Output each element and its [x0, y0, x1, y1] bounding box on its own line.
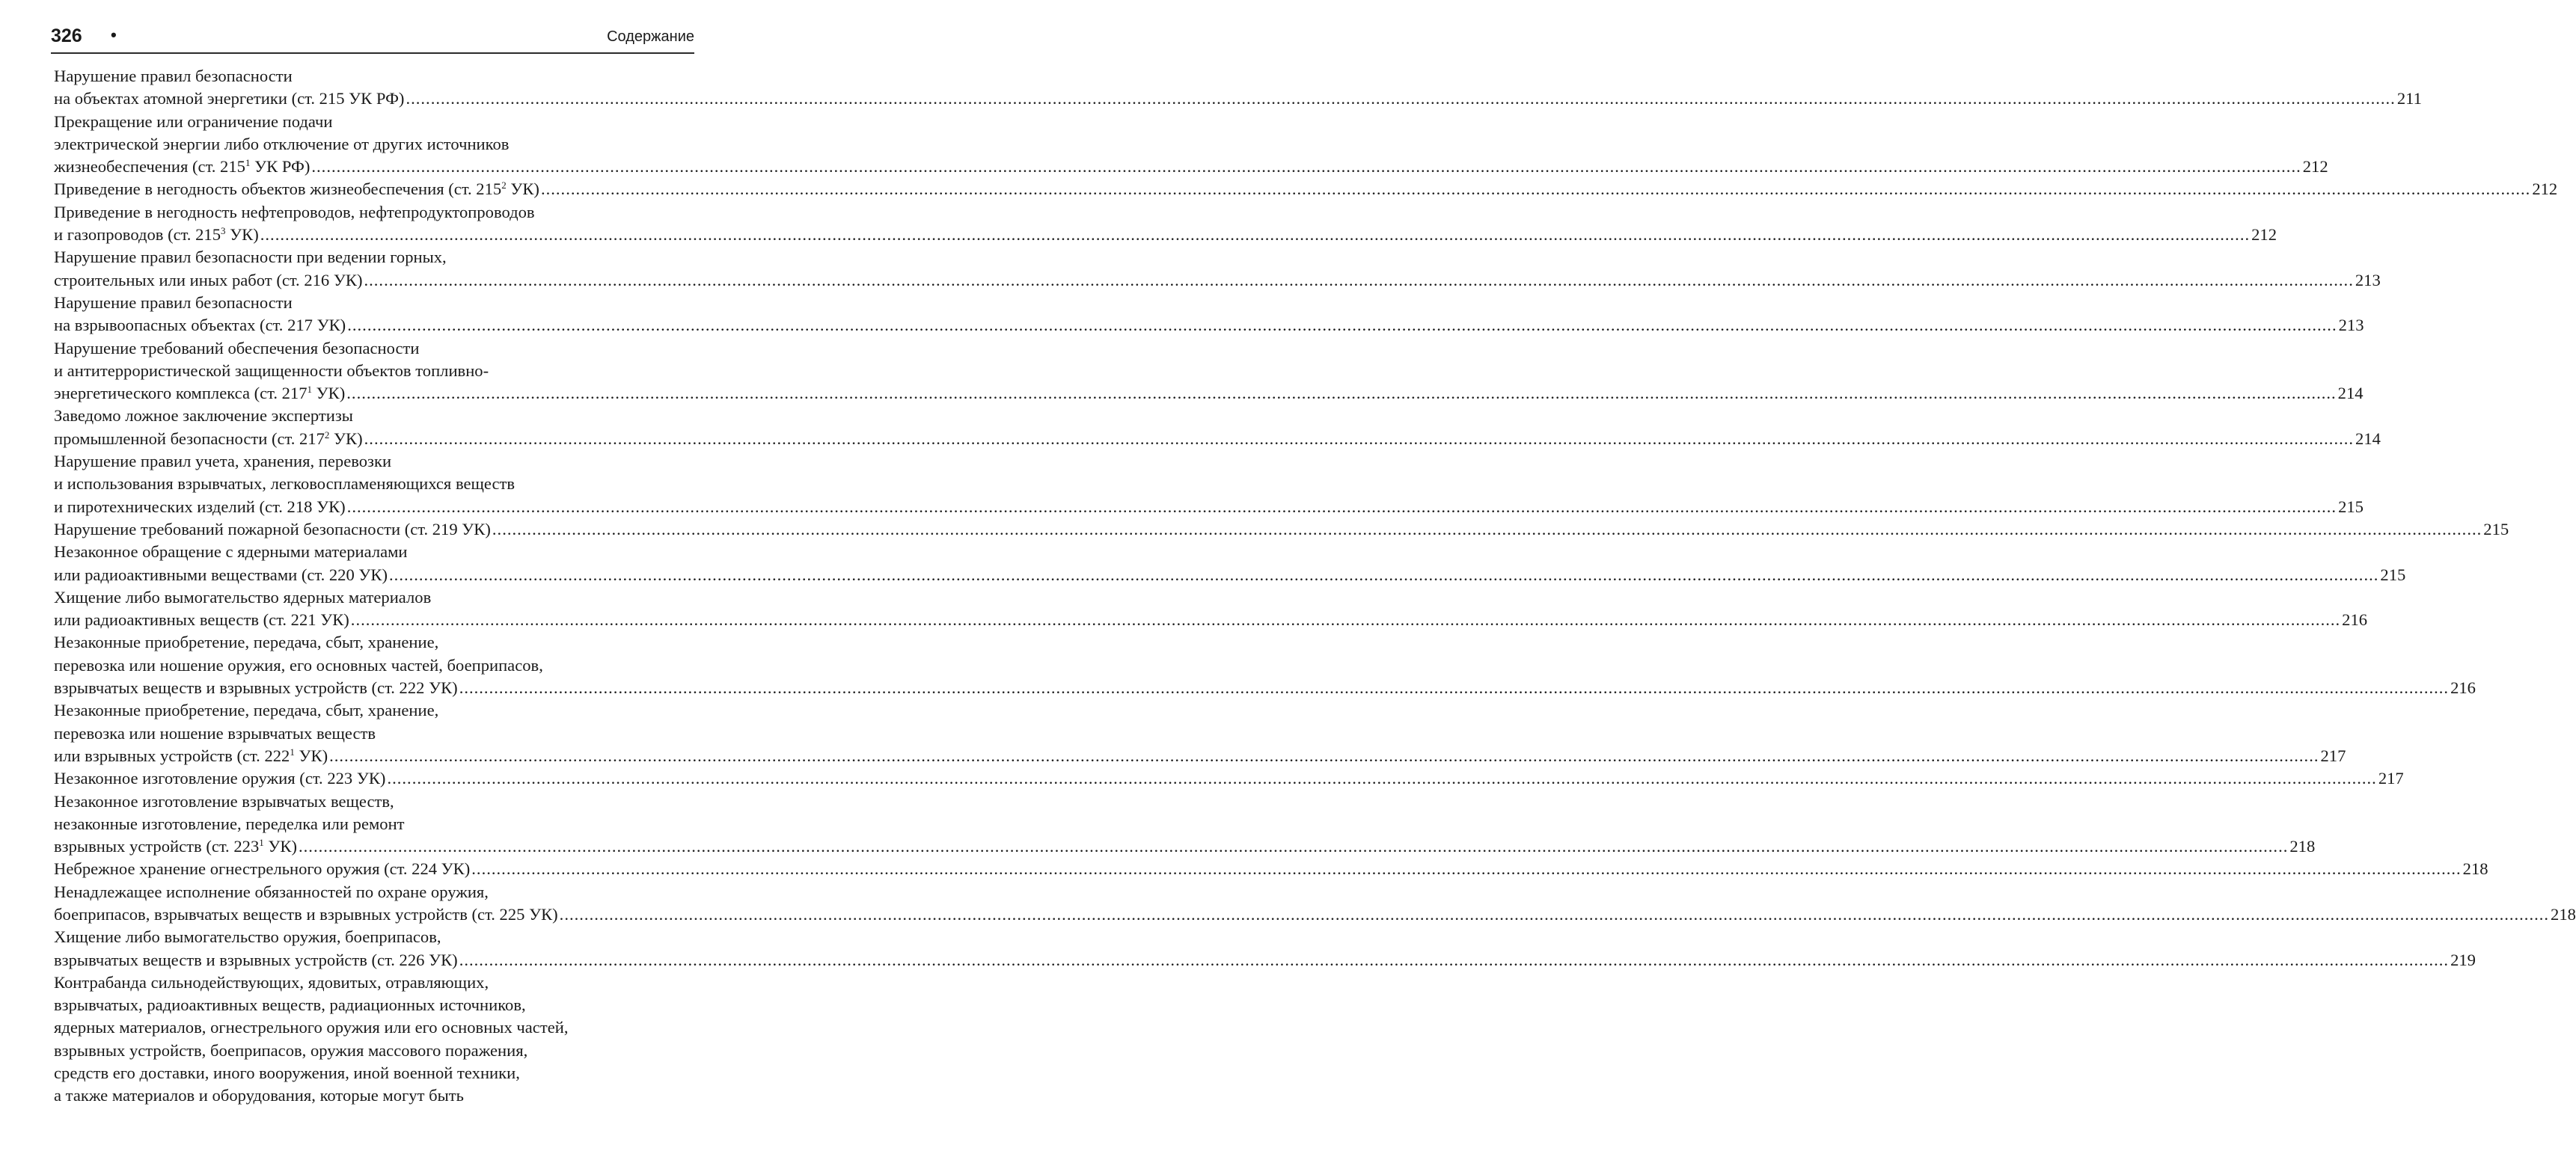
dot-leader: ................................................................................................................................................................................................................................................................................................................................................................................................................: [346, 384, 2337, 403]
dot-leader: ................................................................................................................................................................................................................................................................................................................................................................................................................: [406, 89, 2396, 108]
toc-entry-last-line: [54, 156, 2328, 178]
toc-entry-last-line: [54, 269, 2381, 292]
toc-page-number: 219: [2450, 950, 2476, 969]
dot-leader: ................................................................................................................................................................................................................................................................................................................................................................................................................: [459, 950, 2450, 969]
toc-entry-line: перевозка или ношение оружия, его основных частей, боеприпасов,: [54, 655, 543, 675]
toc-entry-line: Контрабанда сильнодействующих, ядовитых, отравляющих,: [54, 972, 489, 992]
toc-entry-title-text: взрывчатых веществ и взрывных устройств (ст. 226 УК): [54, 950, 458, 969]
toc-entry-last-line: [54, 382, 2364, 405]
dot-leader: ................................................................................................................................................................................................................................................................................................................................................................................................................: [387, 769, 2377, 788]
article-superscript: 1: [307, 384, 313, 396]
toc-page-number: 212: [2302, 157, 2328, 177]
toc-entry-title-suffix: УК): [312, 384, 346, 403]
toc-entry-line: Прекращение или ограничение подачи: [54, 111, 333, 131]
toc-entry-line: Нарушение правил безопасности: [54, 292, 293, 312]
toc-page-number: 216: [2450, 678, 2476, 698]
dot-leader: ................................................................................................................................................................................................................................................................................................................................................................................................................: [364, 270, 2354, 289]
toc-entry-title: [54, 677, 458, 699]
toc-page-number: 215: [2338, 497, 2364, 516]
toc-entry-title-suffix: УК): [329, 429, 363, 448]
toc-entry-title: [54, 903, 558, 926]
dot-leader: ................................................................................................................................................................................................................................................................................................................................................................................................................: [260, 225, 2251, 245]
table-of-contents: [54, 65, 2576, 1108]
toc-entry-title: [54, 835, 297, 858]
toc-entry-last-line: [54, 224, 2277, 246]
toc-entry: [54, 926, 2476, 972]
toc-entry-line: Нарушение правил безопасности: [54, 67, 293, 85]
toc-entry-line: Приведение в негодность нефтепроводов, нефтепродуктопроводов: [54, 202, 535, 221]
toc-page-number: 215: [2483, 519, 2509, 538]
toc-entry-title: [54, 518, 491, 541]
toc-entry-line: Незаконные приобретение, передача, сбыт, хранение,: [54, 633, 439, 652]
dot-leader: ................................................................................................................................................................................................................................................................................................................................................................................................................: [540, 179, 2531, 199]
toc-page-number: 215: [2380, 565, 2406, 584]
toc-entry-line: Нарушение правил безопасности при ведении горных,: [54, 248, 447, 267]
toc-page-number: 211: [2396, 89, 2422, 108]
toc-entry-line: Незаконное обращение с ядерными материалами: [54, 542, 408, 562]
dot-leader: ................................................................................................................................................................................................................................................................................................................................................................................................................: [350, 610, 2341, 630]
toc-entry-title-text: взрывчатых веществ и взрывных устройств (ст. 222 УК): [54, 678, 458, 698]
toc-entry-title-text: Небрежное хранение огнестрельного оружия (ст. 224 УК): [54, 859, 471, 879]
toc-entry: [54, 292, 2364, 337]
toc-entry-line: Нарушение требований обеспечения безопасности: [54, 338, 420, 357]
article-superscript: 1: [290, 746, 295, 758]
toc-page-number: 218: [2289, 837, 2316, 856]
toc-entry-line: Незаконные приобретение, передача, сбыт, хранение,: [54, 701, 439, 720]
toc-entry-title-text: Приведение в негодность объектов жизнеобеспечения (ст. 215: [54, 179, 502, 199]
toc-entry-line: взрывчатых, радиоактивных веществ, радиационных источников,: [54, 995, 526, 1015]
toc-entry-title-text: энергетического комплекса (ст. 217: [54, 384, 308, 403]
toc-entry: [54, 111, 2328, 179]
toc-entry: [54, 541, 2406, 586]
toc-entry-title: [54, 496, 346, 518]
toc-entry-last-line: [54, 835, 2316, 858]
toc-entry: [54, 178, 2558, 200]
article-superscript: 1: [245, 157, 251, 169]
toc-entry: [54, 791, 2316, 859]
toc-entry-last-line: [54, 518, 2509, 541]
toc-entry-line: Ненадлежащее исполнение обязанностей по охране оружия,: [54, 882, 489, 901]
toc-entry-title: [54, 382, 345, 405]
dot-leader: ................................................................................................................................................................................................................................................................................................................................................................................................................: [347, 316, 2337, 335]
toc-entry-last-line: [54, 767, 2404, 790]
toc-entry-title-text: строительных или иных работ (ст. 216 УК): [54, 270, 363, 289]
toc-entry-title-text: или взрывных устройств (ст. 222: [54, 746, 290, 765]
toc-entry-title: [54, 949, 458, 972]
toc-entry-line: Нарушение правил учета, хранения, перевозки: [54, 452, 392, 471]
toc-entry-last-line: [54, 428, 2381, 450]
toc-page-number: 217: [2320, 746, 2346, 765]
toc-page-number: 213: [2355, 270, 2381, 289]
toc-entry: [54, 405, 2381, 450]
toc-entry-last-line: [54, 677, 2476, 699]
toc-entry-title: [54, 88, 404, 110]
toc-entry: [54, 450, 2364, 518]
running-title: Содержание: [607, 28, 694, 45]
toc-entry-title: [54, 224, 259, 246]
toc-entry-title-suffix: УК): [506, 179, 539, 199]
article-superscript: 3: [221, 225, 226, 237]
toc-page-number: 212: [2532, 179, 2558, 199]
toc-entry-title-suffix: УК): [263, 837, 297, 856]
toc-entry-line: и антитеррористической защищенности объектов топливно-: [54, 360, 489, 380]
toc-entry-title: [54, 269, 362, 292]
toc-entry-last-line: [54, 314, 2364, 337]
dot-leader: ................................................................................................................................................................................................................................................................................................................................................................................................................: [559, 904, 2550, 924]
toc-page-number: 213: [2338, 316, 2364, 335]
toc-entry: [54, 201, 2277, 247]
dot-leader: ................................................................................................................................................................................................................................................................................................................................................................................................................: [471, 859, 2462, 879]
toc-entry-line: Заведомо ложное заключение экспертизы: [54, 406, 353, 426]
toc-entry-title-text: и пиротехнических изделий (ст. 218 УК): [54, 497, 346, 516]
toc-entry-line: ядерных материалов, огнестрельного оружия или его основных частей,: [54, 1018, 569, 1037]
dot-leader: ................................................................................................................................................................................................................................................................................................................................................................................................................: [346, 497, 2337, 516]
toc-entry-last-line: [54, 949, 2476, 972]
toc-entry-title-text: боеприпасов, взрывчатых веществ и взрывных устройств (ст. 225 УК): [54, 904, 558, 924]
toc-entry-title-text: Незаконное изготовление оружия (ст. 223 УК): [54, 769, 386, 788]
page-number: 326: [51, 25, 82, 46]
toc-entry-title: [54, 858, 470, 880]
toc-entry-title-text: промышленной безопасности (ст. 217: [54, 429, 325, 448]
dot-leader: ................................................................................................................................................................................................................................................................................................................................................................................................................: [389, 565, 2379, 584]
dot-leader: ................................................................................................................................................................................................................................................................................................................................................................................................................: [459, 678, 2450, 698]
toc-entry: [54, 858, 2488, 880]
toc-entry-title-text: на объектах атомной энергетики (ст. 215 УК РФ): [54, 89, 405, 108]
toc-entry-title-text: или радиоактивных веществ (ст. 221 УК): [54, 610, 349, 630]
bullet-separator: •: [111, 25, 117, 44]
toc-entry-line: и использования взрывчатых, легковоспламеняющихся веществ: [54, 474, 515, 494]
toc-entry-line: взрывных устройств, боеприпасов, оружия массового поражения,: [54, 1040, 528, 1060]
toc-entry-title: [54, 767, 385, 790]
toc-entry-line: электрической энергии либо отключение от других источников: [54, 134, 510, 153]
article-superscript: 1: [259, 837, 264, 849]
toc-entry-title: [54, 609, 349, 631]
toc-entry: [54, 246, 2381, 292]
toc-page-number: 216: [2342, 610, 2368, 630]
toc-entry-title: [54, 178, 539, 200]
toc-entry-title-text: на взрывоопасных объектах (ст. 217 УК): [54, 316, 346, 335]
toc-entry-title-suffix: УК): [294, 746, 328, 765]
dot-leader: ................................................................................................................................................................................................................................................................................................................................................................................................................: [311, 157, 2301, 177]
toc-entry-last-line: [54, 88, 2422, 110]
dot-leader: ................................................................................................................................................................................................................................................................................................................................................................................................................: [299, 837, 2289, 856]
toc-entry-last-line: [54, 496, 2364, 518]
toc-entry-line: а также материалов и оборудования, которые могут быть: [54, 1086, 464, 1105]
toc-entry: [54, 586, 2368, 632]
toc-page-number: 218: [2551, 904, 2576, 924]
toc-entry-line: Хищение либо вымогательство оружия, боеприпасов,: [54, 927, 441, 947]
toc-entry: [54, 699, 2346, 767]
toc-entry: [54, 631, 2476, 699]
toc-entry-last-line: [54, 564, 2406, 586]
toc-entry-title: [54, 428, 363, 450]
toc-entry-line: средств его доставки, иного вооружения, иной военной техники,: [54, 1064, 520, 1083]
toc-entry-title-text: или радиоактивными веществами (ст. 220 УК): [54, 565, 388, 584]
toc-page-number: 212: [2251, 225, 2277, 245]
toc-entry: [54, 881, 2576, 927]
toc-entry-title-text: Нарушение требований пожарной безопасности (ст. 219 УК): [54, 519, 491, 538]
toc-entry: [54, 337, 2364, 405]
toc-entry-title-text: жизнеобеспечения (ст. 215: [54, 157, 245, 177]
toc-entry: [54, 518, 2509, 541]
toc-entry-last-line: [54, 178, 2558, 200]
toc-entry-title: [54, 564, 388, 586]
toc-entry-title: [54, 745, 328, 767]
article-superscript: 2: [324, 429, 330, 441]
page-header: [51, 24, 694, 54]
toc-entry-last-line: [54, 609, 2368, 631]
toc-entry-title-suffix: УК): [225, 225, 259, 245]
toc-entry-last-line: [54, 745, 2346, 767]
toc-entry: [54, 65, 2422, 111]
toc-entry-line: незаконные изготовление, переделка или ремонт: [54, 814, 405, 833]
toc-entry: [54, 972, 693, 1108]
toc-page-number: 217: [2378, 769, 2404, 788]
toc-entry-title-suffix: УК РФ): [250, 157, 310, 177]
toc-page-number: 214: [2355, 429, 2381, 448]
toc-page-number: 214: [2337, 384, 2364, 403]
toc-entry-line: Хищение либо вымогательство ядерных материалов: [54, 587, 432, 607]
toc-page-number: 218: [2462, 859, 2488, 879]
toc-entry-title-text: взрывных устройств (ст. 223: [54, 837, 260, 856]
dot-leader: ................................................................................................................................................................................................................................................................................................................................................................................................................: [364, 429, 2355, 448]
toc-entry-last-line: [54, 858, 2488, 880]
toc-entry: [54, 767, 2404, 790]
toc-entry-title: [54, 156, 310, 178]
toc-entry-last-line: [54, 903, 2576, 926]
dot-leader: ................................................................................................................................................................................................................................................................................................................................................................................................................: [492, 519, 2482, 538]
toc-entry-title: [54, 314, 346, 337]
dot-leader: ................................................................................................................................................................................................................................................................................................................................................................................................................: [329, 746, 2319, 765]
article-superscript: 2: [501, 179, 507, 191]
toc-entry-title-text: и газопроводов (ст. 215: [54, 225, 221, 245]
toc-entry-line: перевозка или ношение взрывчатых веществ: [54, 723, 376, 743]
toc-entry-line: Незаконное изготовление взрывчатых веществ,: [54, 791, 394, 811]
